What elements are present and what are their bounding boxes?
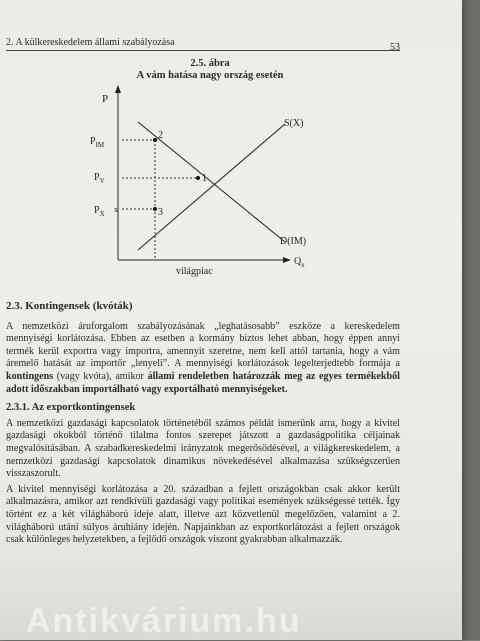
body-text [6, 300, 400, 550]
figure-caption [100, 58, 320, 82]
paragraph-2: A nemzetközi gazdasági kapcsolatok történetéből számos példát ismerünk arra, hogy a kivitel gazdasági okokból történő tilalma fontos szerepet játszott a gazdaságpolitika céljainak megvalósításában. A szabadkereskedelmi irányzatok megerősödésével, a világkereskedelem, a nemzetközi gazdasági kapcsolatok dinamikus növekedésével alkalmazása szükségszerűen visszaszorult. [6, 417, 400, 480]
pv-label: $P_V$ [94, 172, 105, 185]
section-heading: 2.3. Kontingensek (kvóták) [6, 300, 133, 312]
point-2-label: 2 [158, 130, 163, 141]
px-label: $P_X$ [94, 205, 105, 218]
paragraph-1: A nemzetközi áruforgalom szabályozásának „leghatásosabb” eszköze a kereskedelem mennyiségi korlátozása. Ebben az esetben a kormány biztos lehet abban, hogy éppen annyi termék kerül exportra vagy importra, amennyit szeretne, nem kell attól tartania, hogy a vám áremelő hatását az importőr „lenyeli”. A mennyiségi korlátozások legelterjedtebb formája a kontingens (vagy kvóta), amikor állami rendeletben határozzák meg az egyes termékekből adott időszakban importálható vagy exportálható mennyiségeket. [6, 320, 400, 395]
watermark: Antikvárium.hu [26, 602, 302, 640]
keyword-kontingens: kontingens [6, 370, 54, 382]
x-axis-label: $Q_x$ [294, 256, 305, 269]
point-1 [196, 176, 200, 180]
demand-label: D(IM) [280, 236, 307, 247]
tariff-diagram [80, 82, 340, 278]
point-2 [153, 138, 157, 142]
running-header [6, 36, 400, 51]
supply-label: S(X) [284, 118, 304, 129]
figure-title: A vám hatása nagy ország esetén [136, 70, 284, 81]
bold-definition: állami rendeletben határozzák meg az egyes termékekből adott időszakban importálható vagy exportálható mennyiségeket. [6, 370, 400, 395]
supply-line [138, 124, 285, 250]
point-1-label: 1 [202, 173, 207, 184]
chapter-title: 2. A külkereskedelem állami szabályozása [6, 37, 175, 48]
figure-number: 2.5. ábra [190, 58, 230, 69]
point-3 [153, 207, 157, 211]
px-marker: x [114, 205, 118, 214]
subsection-heading: 2.3.1. Az exportkontingensek [6, 402, 136, 414]
x-axis-arrow [283, 257, 291, 263]
point-3-label: 3 [158, 207, 163, 218]
background-strip [462, 0, 480, 640]
pim-label: $P_{IM}$ [90, 136, 105, 149]
paragraph-3: A kivitel mennyiségi korlátozása a 20. században a fejlett országokban csak akkor került alkalmazásra, amikor azt rendkívüli gazdasági vagy politikai események szükségessé tették. Így történt ez a két világháború ideje alatt, illetve azt közvetlenül megelőzően, valamint a 2. világháború utáni súlyos áruhiány idején. Napjainkban az exportkorlátozást a fejlett országok csak különleges helyzetekben, a fejlődő országok viszont gyakrabban alkalmazzák. [6, 483, 400, 546]
page-number: 53 [390, 42, 400, 53]
world-market-label: világpiac [176, 266, 213, 277]
y-axis-arrow [115, 85, 121, 93]
y-axis-label: P [102, 93, 109, 105]
